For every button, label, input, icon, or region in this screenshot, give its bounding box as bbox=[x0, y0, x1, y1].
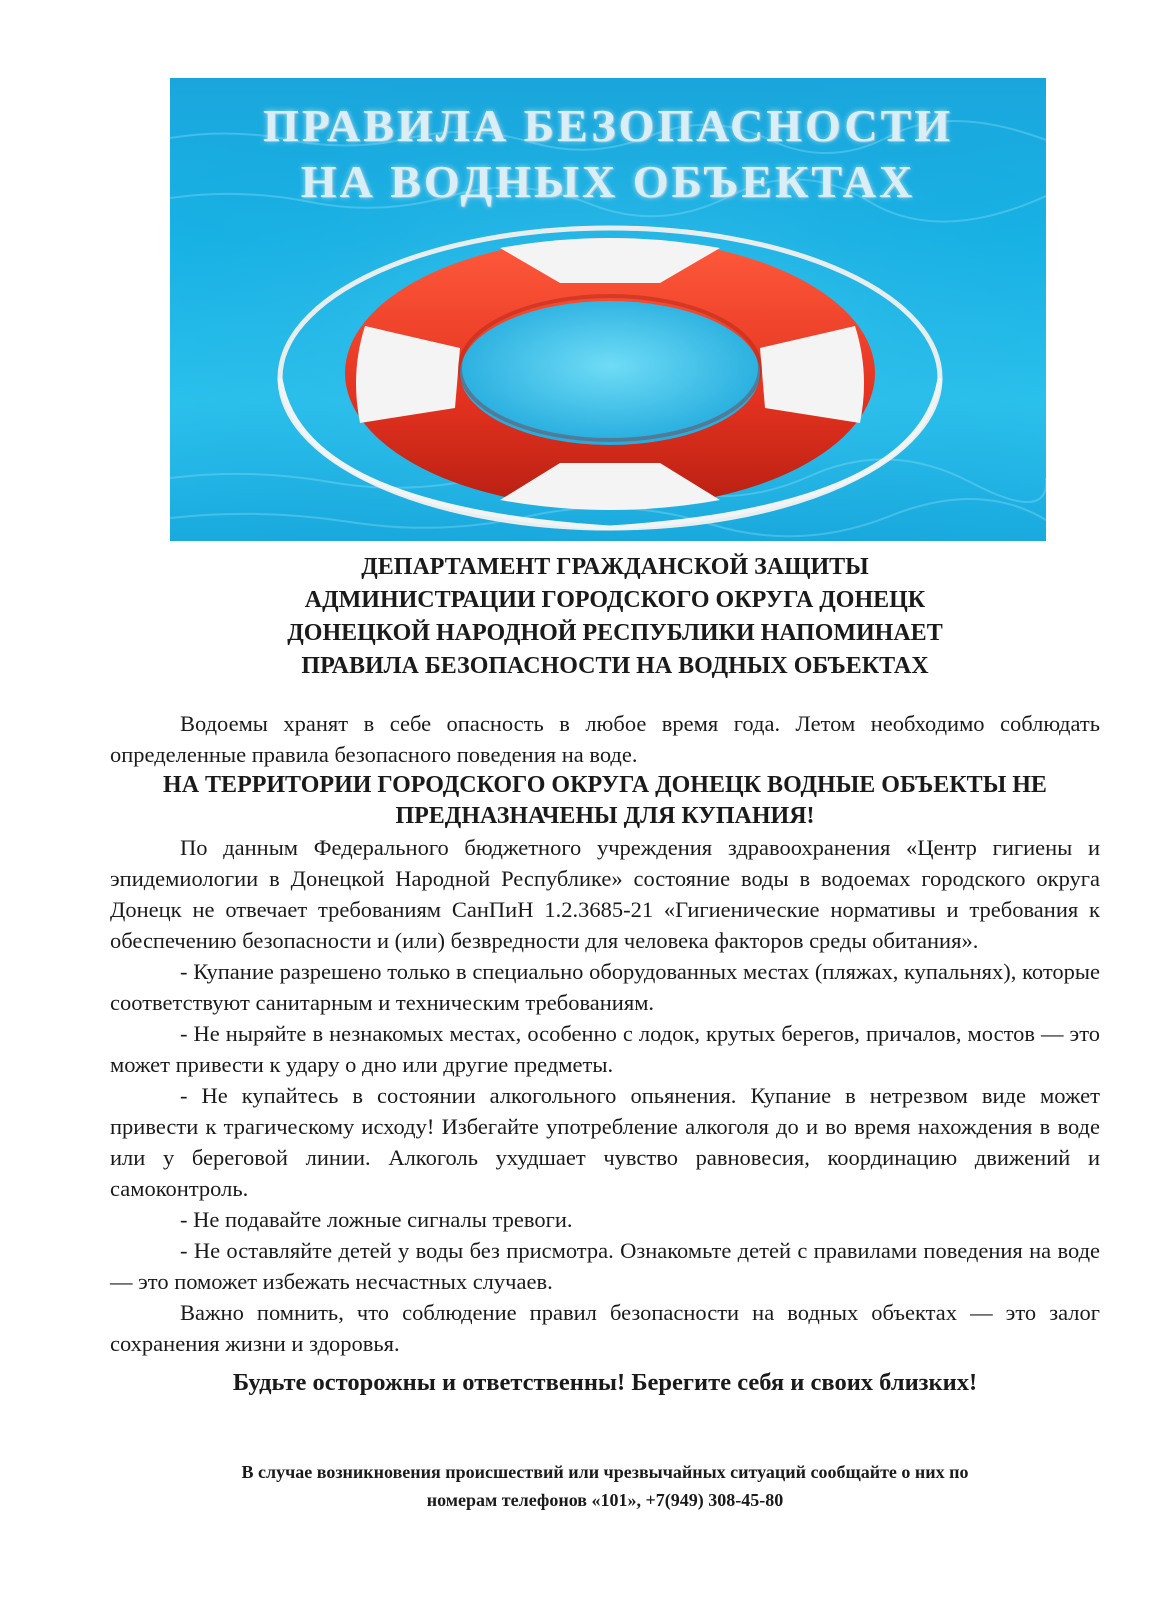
notice-body bbox=[110, 708, 1100, 1398]
rule-item: - Не подавайте ложные сигналы тревоги. bbox=[180, 1207, 573, 1232]
footer-line1: В случае возникновения происшествий или чрезвычайных ситуаций сообщайте о них по bbox=[241, 1462, 969, 1482]
closing-slogan: Будьте осторожны и ответственны! Берегите себя и своих близких! bbox=[232, 1369, 978, 1396]
rule-item: - Купание разрешено только в специально оборудованных местах (пляжах, купальнях), которые соответствуют санитарным и техническим требованиям. bbox=[110, 959, 1100, 1015]
paragraph-sanpin: По данным Федерального бюджетного учреждения здравоохранения «Центр гигиены и эпидемиологии в Донецкой Народной Республике» состояние воды в водоемах городского округа Донецк не отвечает требованиям СанПиН 1.2.3685-21 «Гигиенические нормативы и требования к обеспечению безопасности и (или) безвредности для человека факторов среды обитания». bbox=[110, 835, 1100, 953]
heading-line3: ДОНЕЦКОЙ НАРОДНОЙ РЕСПУБЛИКИ НАПОМИНАЕТ bbox=[287, 620, 943, 646]
intro-paragraph: Водоемы хранят в себе опасность в любое время года. Летом необходимо соблюдать определенные правила безопасного поведения на воде. bbox=[110, 711, 1100, 767]
conclusion-paragraph: Важно помнить, что соблюдение правил безопасности на водных объектах — это залог сохранения жизни и здоровья. bbox=[110, 1300, 1100, 1356]
heading-line4: ПРАВИЛА БЕЗОПАСНОСТИ НА ВОДНЫХ ОБЪЕКТАХ bbox=[301, 653, 929, 679]
banner-title bbox=[170, 98, 1046, 210]
rule-item: - Не ныряйте в незнакомых местах, особенно с лодок, крутых берегов, причалов, мостов — это может привести к удару о дно или другие предметы. bbox=[110, 1021, 1100, 1077]
emergency-contacts bbox=[110, 1458, 1100, 1514]
rule-item: - Не оставляйте детей у воды без присмотра. Ознакомьте детей с правилами поведения на воде — это поможет избежать несчастных случаев. bbox=[110, 1238, 1100, 1294]
heading-line1: ДЕПАРТАМЕНТ ГРАЖДАНСКОЙ ЗАЩИТЫ bbox=[361, 554, 869, 580]
department-heading bbox=[120, 551, 1110, 683]
banner-title-line1: ПРАВИЛА БЕЗОПАСНОСТИ bbox=[262, 100, 954, 151]
lifebuoy-icon bbox=[270, 208, 950, 538]
warning-text: НА ТЕРРИТОРИИ ГОРОДСКОГО ОКРУГА ДОНЕЦК ВОДНЫЕ ОБЪЕКТЫ НЕ ПРЕДНАЗНАЧЕНЫ ДЛЯ КУПАНИЯ! bbox=[163, 772, 1047, 829]
banner-title-line2: НА ВОДНЫХ ОБЪЕКТАХ bbox=[300, 156, 916, 207]
rule-item: - Не купайтесь в состоянии алкогольного опьянения. Купание в нетрезвом виде может привести к трагическому исходу! Избегайте употребление алкоголя до и во время нахождения в воде или у береговой линии. Алкоголь ухудшает чувство равновесия, координацию движений и самоконтроль. bbox=[110, 1083, 1100, 1201]
banner-image bbox=[170, 78, 1046, 541]
footer-phone-line: номерам телефонов «101», +7(949) 308-45-80 bbox=[426, 1490, 784, 1510]
heading-line2: АДМИНИСТРАЦИИ ГОРОДСКОГО ОКРУГА ДОНЕЦК bbox=[304, 587, 926, 613]
